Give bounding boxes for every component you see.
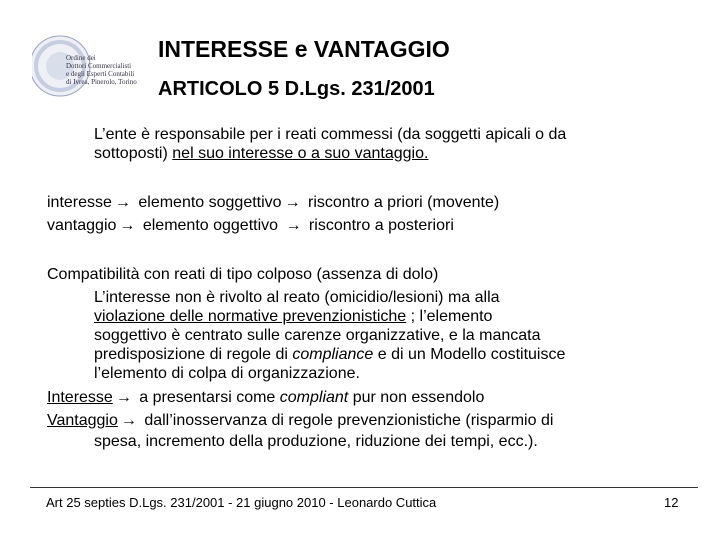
footer-text: Art 25 septies D.Lgs. 231/2001 - 21 giugno 2010 - Leonardo Cuttica bbox=[46, 495, 437, 510]
interesse-line bbox=[47, 388, 484, 407]
arrow-right-icon: → bbox=[119, 217, 136, 234]
vantaggio-line-2: spesa, incremento della produzione, riduzione dei tempi, ecc.). bbox=[94, 433, 538, 450]
colposo-text: e di un Modello costituisce bbox=[373, 346, 566, 363]
intro-line-2 bbox=[94, 144, 428, 163]
logo-line-3: e degli Esperti Contabili bbox=[66, 70, 135, 78]
interesse-italic-text: compliant bbox=[279, 389, 349, 406]
colposo-text: ; l’elemento bbox=[406, 308, 493, 325]
intro-line-1: L’ente è responsabile per i reati commessi (da soggetti apicali o da bbox=[94, 126, 567, 143]
slide-subtitle: ARTICOLO 5 D.Lgs. 231/2001 bbox=[158, 78, 435, 100]
definition-vantaggio bbox=[47, 216, 454, 235]
definition-term: interesse bbox=[47, 194, 112, 211]
definition-term: vantaggio bbox=[47, 217, 117, 234]
colposo-underlined-text: violazione delle normative prevenzionistiche bbox=[94, 308, 407, 325]
colposo-line-1: L’interesse non è rivolto al reato (omicidio/lesioni) ma alla bbox=[94, 289, 500, 306]
colposo-italic-text: compliance bbox=[292, 346, 374, 363]
colposo-text: predisposizione di regole di bbox=[94, 346, 293, 363]
definition-interesse bbox=[47, 193, 499, 212]
arrow-right-icon: → bbox=[115, 389, 132, 406]
colposo-line-5: l’elemento di colpa di organizzazione. bbox=[94, 365, 360, 382]
vantaggio-line bbox=[47, 411, 553, 430]
page-number: 12 bbox=[664, 495, 679, 510]
arrow-right-icon: → bbox=[114, 194, 131, 211]
logo-line-2: Dottori Commercialisti bbox=[66, 62, 132, 70]
intro-text: sottoposti) bbox=[94, 145, 173, 162]
colposo-line-2 bbox=[94, 307, 492, 326]
logo-line-4: di Ivrea, Pinerolo, Torino bbox=[66, 78, 137, 86]
arrow-right-icon: → bbox=[284, 194, 301, 211]
footer-divider bbox=[30, 487, 698, 488]
slide-title: INTERESSE e VANTAGGIO bbox=[158, 36, 450, 62]
definition-text: elemento oggettivo bbox=[138, 217, 283, 234]
definition-text: riscontro a posteriori bbox=[304, 217, 454, 234]
intro-underlined-text: nel suo interesse o a suo vantaggio. bbox=[172, 145, 429, 162]
colposo-line-3: soggettivo è centrato sulle carenze organizzative, e la mancata bbox=[94, 327, 541, 344]
definition-text: elemento soggettivo bbox=[133, 194, 282, 211]
colposo-heading: Compatibilità con reati di tipo colposo (assenza di dolo) bbox=[47, 266, 439, 283]
logo-line-1: Ordine dei bbox=[66, 54, 96, 62]
colposo-line-4 bbox=[94, 345, 565, 364]
definition-text: riscontro a priori (movente) bbox=[303, 194, 500, 211]
interesse-text: a presentarsi come bbox=[134, 389, 280, 406]
vantaggio-text: dall’inosservanza di regole prevenzionistiche (risparmio di bbox=[139, 412, 554, 429]
interesse-text: pur non essendolo bbox=[348, 389, 485, 406]
logo-text bbox=[66, 54, 156, 86]
interesse-term: Interesse bbox=[47, 389, 113, 406]
arrow-right-icon: → bbox=[120, 412, 137, 429]
arrow-right-icon: → bbox=[285, 217, 302, 234]
vantaggio-term: Vantaggio bbox=[47, 412, 118, 429]
